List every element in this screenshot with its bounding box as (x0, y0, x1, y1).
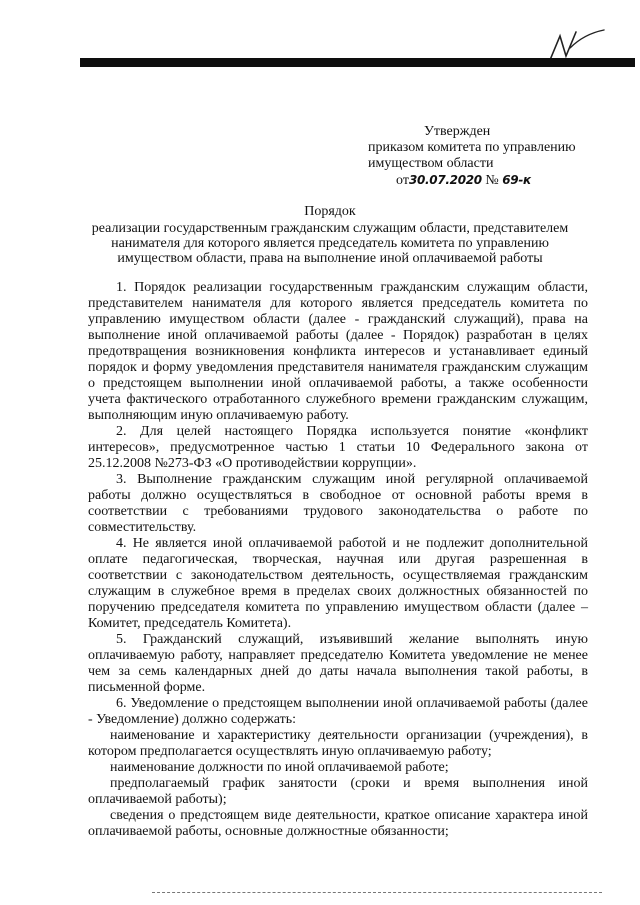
paragraph-2: 2. Для целей настоящего Порядка используется понятие «конфликт интересов», предусмотренное частью 1 статьи 10 Федерального закона от 25.12.2008 №273-ФЗ «О противодействии коррупции». (88, 424, 588, 471)
handwritten-date: 30.07.2020 (408, 173, 482, 187)
scan-header-bar (80, 58, 635, 67)
paragraph-5: 5. Гражданский служащий, изъявивший желание выполнять иную оплачиваемую работу, направляет председателю Комитета уведомление не менее чем за семь календарных дней до даты начала выполнения такой работы, в письменной форме. (88, 632, 588, 695)
number-prefix: № (485, 173, 499, 188)
subitem-2: наименование должности по иной оплачиваемой работе; (110, 760, 449, 775)
document-title-block (60, 204, 600, 266)
paragraph-3: 3. Выполнение гражданским служащим иной регулярной оплачиваемой работы должно осуществляться в свободное от основной работы время в соответствии с требованиями трудового законодательства о работе по совместительству. (88, 472, 588, 535)
date-prefix: от (396, 173, 409, 188)
document-body (88, 280, 588, 840)
paragraph-1: 1. Порядок реализации государственным гражданским служащим области, представителем нанимателя для которого является председатель комитета по управлению имуществом области (далее - гражданский служащий), права на выполнение иной оплачиваемой работы (далее - Порядок) разработан в целях предотвращения возникновения конфликта интересов и устанавливает единый порядок и форму уведомления представителя нанимателя гражданским служащим о предстоящем выполнении иной оплачиваемой работы, а также особенности учета фактического отработанного служебного времени гражданским служащим, выполняющим иную оплачиваемую работу. (88, 280, 588, 423)
handwritten-number: 69-к (502, 173, 531, 187)
approval-date-number (368, 172, 628, 189)
approval-line-1: Утвержден (424, 124, 491, 139)
approval-line-3: имуществом области (368, 156, 494, 171)
document-title: Порядок (304, 204, 356, 219)
paragraph-6: 6. Уведомление о предстоящем выполнении иной оплачиваемой работы (далее - Уведомление) должно содержать: (88, 696, 588, 727)
document-subtitle-line-1: реализации государственным гражданским служащим области, представителем (91, 221, 569, 236)
document-subtitle-line-3: имуществом области, права на выполнение иной оплачиваемой работы (117, 251, 543, 266)
subitem-3: предполагаемый график занятости (сроки и время выполнения иной оплачиваемой работы); (88, 776, 588, 807)
scan-footer-line (152, 892, 602, 894)
subitem-4: сведения о предстоящем виде деятельности, краткое описание характера иной оплачиваемой работы, основные должностные обязанности; (88, 808, 588, 839)
paragraph-4: 4. Не является иной оплачиваемой работой и не подлежит дополнительной оплате педагогическая, творческая, научная или другая разрешенная в соответствии с законодательством деятельность, осуществляемая гражданским служащим в служебное время в пределах своих должностных обязанностей по поручению председателя комитета по управлению имуществом области (далее – Комитет, председатель Комитета). (88, 536, 588, 631)
document-subtitle-line-2: нанимателя для которого является председатель комитета по управлению (111, 236, 549, 251)
approval-line-2: приказом комитета по управлению (368, 140, 576, 155)
subitem-1: наименование и характеристику деятельности организации (учреждения), в котором предполагается осуществлять иную оплачиваемую работу; (88, 728, 588, 759)
approval-block (368, 124, 628, 189)
